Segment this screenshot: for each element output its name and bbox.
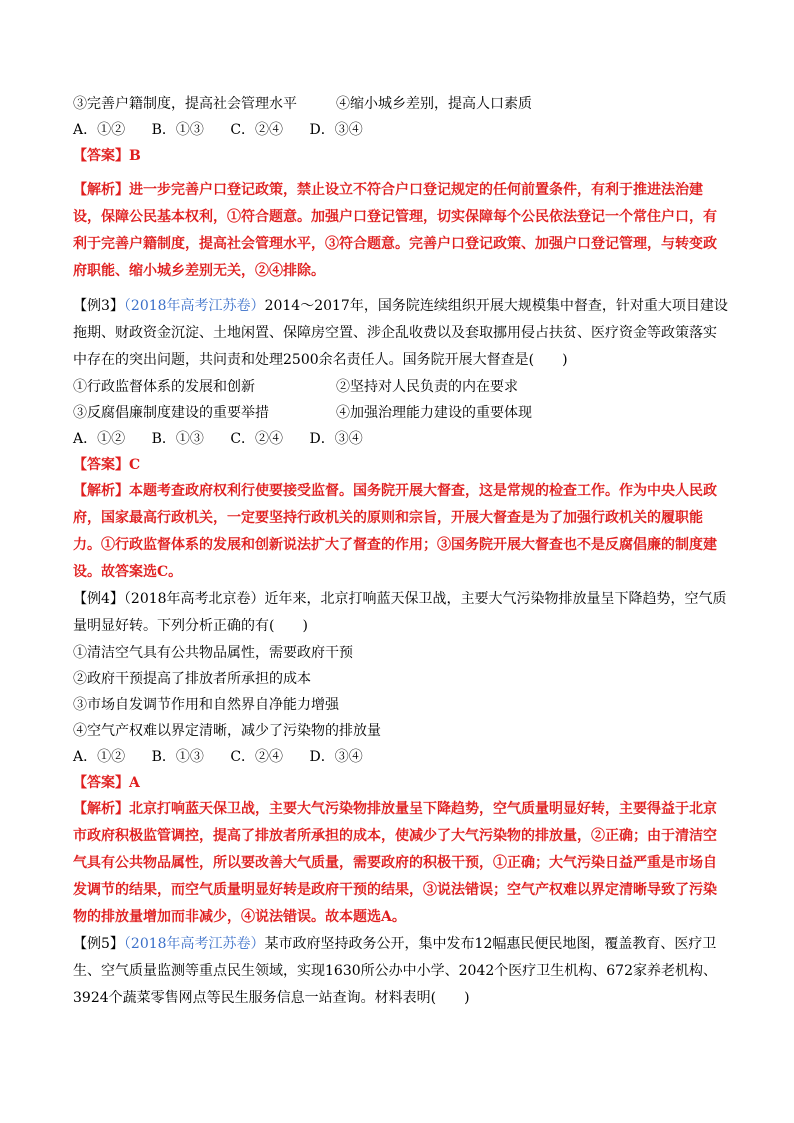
ex3-source: （2018年高考江苏卷）: [123, 298, 265, 314]
q2-choice-c: C．②④: [230, 122, 284, 138]
ex3-stem-text: 2014～2017年，国务院连续组织开展大规模集中督查，针对重大项目建设拖期、财政资金沉淀、土地闲置、保障房空置、涉企乱收费以及套取挪用侵占扶贫、医疗资金等政策落实中存在的突出问题，共问责和处理2500余名责任人。国务院开展大督查是( ): [73, 298, 728, 368]
ex5-stem: [73, 931, 728, 1012]
q2-analysis: 【解析】进一步完善户口登记政策，禁止设立不符合户口登记规定的任何前置条件，有利于推进法治建设，保障公民基本权利，①符合题意。加强户口登记管理，切实保障每个公民依法登记一个常住户口，有利于完善户籍制度，提高社会管理水平，③符合题意。完善户口登记政策、加强户口登记管理，与转变政府职能、缩小城乡差别无关，②④排除。: [73, 182, 717, 279]
ex4-option-4: ④空气产权难以界定清晰，减少了污染物的排放量: [73, 723, 381, 739]
q2-option-3: ③完善户籍制度，提高社会管理水平: [73, 96, 297, 112]
ex3-analysis: 【解析】本题考查政府权利行使要接受监督。国务院开展大督查，这是常规的检查工作。作为中央人民政府，国家最高行政机关，一定要坚持行政机关的原则和宗旨，开展大督查是为了加强行政机关的履职能力。①行政监督体系的发展和创新说法扩大了督查的作用；③国务院开展大督查也不是反腐倡廉的制度建设。故答案选C。: [73, 483, 717, 580]
ex3-choice-b: B．①③: [151, 431, 204, 447]
ex4-answer: 【答案】A: [73, 775, 140, 791]
ex3-choice-c: C．②④: [230, 431, 284, 447]
ex3-choice-a: A．①②: [73, 431, 126, 447]
ex4-choices: [73, 744, 728, 770]
q2-option-4: ④缩小城乡差别，提高人口素质: [336, 96, 532, 112]
ex4-stem: 【例4】（2018年高考北京卷）近年来，北京打响蓝天保卫战，主要大气污染物排放量呈下降趋势，空气质量明显好转。下列分析正确的有( ): [73, 591, 727, 634]
ex3-answer: 【答案】C: [73, 457, 141, 473]
ex3-options-row-2: [73, 400, 728, 426]
ex4-option-1: ①清洁空气具有公共物品属性，需要政府干预: [73, 645, 353, 661]
ex3-option-1: ①行政监督体系的发展和创新: [73, 379, 255, 395]
ex3-stem: [73, 293, 728, 374]
ex5-source: （2018年高考江苏卷）: [123, 936, 265, 952]
q2-answer: 【答案】B: [73, 148, 141, 164]
ex5-stem-text: 某市政府坚持政务公开，集中发布12幅惠民便民地图，覆盖教育、医疗卫生、空气质量监测等重点民生领域，实现1630所公办中小学、2042个医疗卫生机构、672家养老机构、3924个蔬菜零售网点等民生服务信息一站查询。材料表明( ): [73, 936, 717, 1006]
ex4-option-3: ③市场自发调节作用和自然界自净能力增强: [73, 697, 339, 713]
ex4-choice-c: C．②④: [230, 749, 284, 765]
ex3-option-2: ②坚持对人民负责的内在要求: [336, 379, 518, 395]
ex3-options-row-1: [73, 374, 728, 400]
q2-choices: [73, 117, 728, 143]
ex5-label: 【例5】: [73, 936, 124, 952]
ex3-choice-d: D．③④: [309, 431, 363, 447]
q2-choice-a: A．①②: [73, 122, 126, 138]
ex4-option-2: ②政府干预提高了排放者所承担的成本: [73, 671, 311, 687]
document-content: [73, 91, 728, 1012]
q2-options-row-2: [73, 91, 728, 117]
ex4-choice-d: D．③④: [309, 749, 363, 765]
ex4-analysis: 【解析】北京打响蓝天保卫战，主要大气污染物排放量呈下降趋势，空气质量明显好转，主要得益于北京市政府积极监管调控，提高了排放者所承担的成本，使减少了大气污染物的排放量，②正确；由于清洁空气具有公共物品属性，所以要改善大气质量，需要政府的积极干预，①正确；大气污染日益严重是市场自发调节的结果，而空气质量明显好转是政府干预的结果，③说法错误；空气产权难以界定清晰导致了污染物的排放量增加而非减少，④说法错误。故本题选A。: [73, 801, 717, 925]
q2-choice-b: B．①③: [151, 122, 204, 138]
ex3-option-4: ④加强治理能力建设的重要体现: [336, 405, 532, 421]
ex3-option-3: ③反腐倡廉制度建设的重要举措: [73, 405, 269, 421]
ex3-label: 【例3】: [73, 298, 124, 314]
ex4-choice-b: B．①③: [151, 749, 204, 765]
ex4-choice-a: A．①②: [73, 749, 126, 765]
ex3-choices: [73, 426, 728, 452]
q2-choice-d: D．③④: [309, 122, 363, 138]
